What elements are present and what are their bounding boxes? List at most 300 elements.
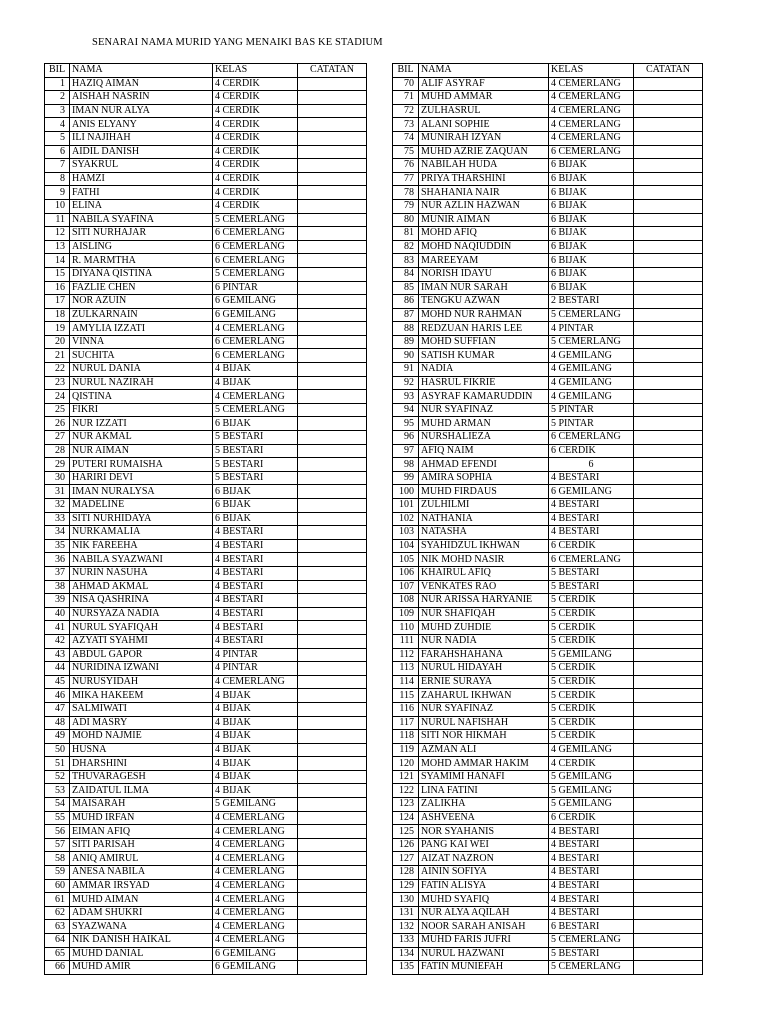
row-kelas: 4 BESTARI [213, 566, 298, 580]
row-nama: NURSHALIEZA [419, 431, 549, 445]
row-nama: SHAHANIA NAIR [419, 186, 549, 200]
row-nama: ASHVEENA [419, 811, 549, 825]
row-catatan [634, 471, 703, 485]
row-kelas: 6 CEMERLANG [549, 553, 634, 567]
row-nama: PUTERI RUMAISHA [70, 458, 213, 472]
row-bil: 34 [45, 526, 70, 540]
row-nama: AIDIL DANISH [70, 145, 213, 159]
row-catatan [298, 431, 367, 445]
row-nama: NIK FAREEHA [70, 539, 213, 553]
table-row [393, 838, 703, 852]
row-catatan [634, 349, 703, 363]
table-row [393, 227, 703, 241]
row-catatan [634, 131, 703, 145]
row-catatan [298, 363, 367, 377]
row-catatan [298, 866, 367, 880]
table-row [45, 376, 367, 390]
row-bil: 64 [45, 934, 70, 948]
row-nama: MUHD SYAFIQ [419, 893, 549, 907]
row-catatan [298, 648, 367, 662]
row-catatan [634, 281, 703, 295]
row-kelas: 5 BESTARI [213, 431, 298, 445]
row-nama: NUR NADIA [419, 634, 549, 648]
row-bil: 83 [393, 254, 419, 268]
row-kelas: 4 CERDIK [213, 77, 298, 91]
row-bil: 127 [393, 852, 419, 866]
table-row [393, 716, 703, 730]
row-bil: 126 [393, 838, 419, 852]
row-bil: 40 [45, 607, 70, 621]
row-catatan [634, 893, 703, 907]
row-nama: SITI NURHIDAYA [70, 512, 213, 526]
row-bil: 88 [393, 322, 419, 336]
row-bil: 82 [393, 240, 419, 254]
row-catatan [634, 634, 703, 648]
table-row [393, 920, 703, 934]
table-row [393, 580, 703, 594]
row-bil: 62 [45, 906, 70, 920]
table-row [393, 131, 703, 145]
row-kelas: 4 GEMILANG [549, 376, 634, 390]
row-catatan [634, 866, 703, 880]
row-catatan [298, 947, 367, 961]
row-kelas: 4 CEMERLANG [213, 879, 298, 893]
table-row [393, 91, 703, 105]
row-nama: SYAMIMI HANAFI [419, 770, 549, 784]
table-row [45, 662, 367, 676]
table-row [393, 825, 703, 839]
table-row [393, 730, 703, 744]
row-kelas: 5 CEMERLANG [549, 961, 634, 975]
row-catatan [634, 77, 703, 91]
row-nama: KHAIRUL AFIQ [419, 566, 549, 580]
table-row [45, 893, 367, 907]
row-nama: VENKATES RAO [419, 580, 549, 594]
row-catatan [634, 757, 703, 771]
row-kelas: 4 BESTARI [549, 499, 634, 513]
row-nama: AIZAT NAZRON [419, 852, 549, 866]
row-bil: 15 [45, 267, 70, 281]
header-catatan: CATATAN [298, 64, 367, 78]
row-bil: 19 [45, 322, 70, 336]
row-catatan [634, 947, 703, 961]
row-kelas: 5 PINTAR [549, 403, 634, 417]
table-row [45, 675, 367, 689]
row-nama: NURUL DANIA [70, 363, 213, 377]
table-row [393, 349, 703, 363]
table-row [45, 594, 367, 608]
row-nama: NURIDINA IZWANI [70, 662, 213, 676]
row-kelas: 6 GEMILANG [549, 485, 634, 499]
row-nama: SUCHITA [70, 349, 213, 363]
row-catatan [634, 689, 703, 703]
row-bil: 4 [45, 118, 70, 132]
row-catatan [634, 702, 703, 716]
row-bil: 107 [393, 580, 419, 594]
table-row [393, 417, 703, 431]
row-catatan [634, 227, 703, 241]
row-bil: 43 [45, 648, 70, 662]
row-nama: IMAN NURALYSA [70, 485, 213, 499]
row-kelas: 6 GEMILANG [213, 961, 298, 975]
row-catatan [634, 934, 703, 948]
table-row [393, 104, 703, 118]
row-nama: ZAHARUL IKHWAN [419, 689, 549, 703]
row-catatan [298, 145, 367, 159]
table-row [45, 403, 367, 417]
row-nama: SATISH KUMAR [419, 349, 549, 363]
row-catatan [634, 920, 703, 934]
row-nama: HAZIQ AIMAN [70, 77, 213, 91]
table-row [393, 961, 703, 975]
row-catatan [634, 390, 703, 404]
row-nama: SITI NOR HIKMAH [419, 730, 549, 744]
row-nama: ZULHASRUL [419, 104, 549, 118]
row-catatan [298, 172, 367, 186]
row-bil: 53 [45, 784, 70, 798]
row-nama: FATIN ALISYA [419, 879, 549, 893]
table-row [45, 458, 367, 472]
header-bil: BIL [45, 64, 70, 78]
row-bil: 111 [393, 634, 419, 648]
row-bil: 78 [393, 186, 419, 200]
row-kelas: 5 CERDIK [549, 634, 634, 648]
table-row [45, 240, 367, 254]
row-nama: VINNA [70, 335, 213, 349]
row-bil: 80 [393, 213, 419, 227]
row-bil: 72 [393, 104, 419, 118]
row-bil: 48 [45, 716, 70, 730]
row-kelas: 6 GEMILANG [213, 947, 298, 961]
row-kelas: 4 BIJAK [213, 730, 298, 744]
row-catatan [298, 689, 367, 703]
row-nama: MUHD AZRIE ZAQUAN [419, 145, 549, 159]
table-row [45, 716, 367, 730]
row-kelas: 4 GEMILANG [549, 363, 634, 377]
row-kelas: 4 CEMERLANG [213, 852, 298, 866]
row-bil: 63 [45, 920, 70, 934]
row-catatan [634, 376, 703, 390]
row-kelas: 4 BESTARI [549, 526, 634, 540]
table-row [45, 757, 367, 771]
row-bil: 25 [45, 403, 70, 417]
row-catatan [298, 607, 367, 621]
row-kelas: 4 CEMERLANG [213, 390, 298, 404]
row-nama: SYAZWANA [70, 920, 213, 934]
row-catatan [298, 838, 367, 852]
table-row [393, 689, 703, 703]
row-nama: NOOR SARAH ANISAH [419, 920, 549, 934]
row-nama: ZULHILMI [419, 499, 549, 513]
row-nama: PANG KAI WEI [419, 838, 549, 852]
row-bil: 35 [45, 539, 70, 553]
row-kelas: 5 CERDIK [549, 594, 634, 608]
table-row [45, 580, 367, 594]
row-nama: NURSYAZA NADIA [70, 607, 213, 621]
table-row [45, 648, 367, 662]
row-kelas: 5 GEMILANG [549, 784, 634, 798]
row-catatan [298, 281, 367, 295]
row-nama: ERNIE SURAYA [419, 675, 549, 689]
table-row [45, 213, 367, 227]
row-nama: HAMZI [70, 172, 213, 186]
table-row [45, 417, 367, 431]
row-catatan [634, 295, 703, 309]
table-row [393, 906, 703, 920]
table-row [393, 879, 703, 893]
table-row [45, 866, 367, 880]
row-catatan [298, 662, 367, 676]
table-row [45, 934, 367, 948]
row-bil: 61 [45, 893, 70, 907]
row-bil: 114 [393, 675, 419, 689]
row-kelas: 4 GEMILANG [549, 390, 634, 404]
row-catatan [634, 431, 703, 445]
row-bil: 132 [393, 920, 419, 934]
table-row [393, 485, 703, 499]
row-bil: 54 [45, 798, 70, 812]
row-nama: MUHD DANIAL [70, 947, 213, 961]
row-nama: MOHD AFIQ [419, 227, 549, 241]
table-row [393, 77, 703, 91]
table-row [45, 852, 367, 866]
table-row [393, 702, 703, 716]
row-nama: MUNIRAH IZYAN [419, 131, 549, 145]
table-row [393, 145, 703, 159]
row-bil: 10 [45, 199, 70, 213]
row-nama: AFIQ NAIM [419, 444, 549, 458]
row-catatan [634, 553, 703, 567]
row-nama: PRIYA THARSHINI [419, 172, 549, 186]
row-nama: AMIRA SOPHIA [419, 471, 549, 485]
row-kelas: 4 BESTARI [549, 879, 634, 893]
row-bil: 94 [393, 403, 419, 417]
row-kelas: 6 BIJAK [549, 240, 634, 254]
row-catatan [298, 390, 367, 404]
table-row [45, 730, 367, 744]
row-kelas: 4 BESTARI [549, 866, 634, 880]
table-row [45, 444, 367, 458]
table-row [45, 390, 367, 404]
row-kelas: 5 CERDIK [549, 621, 634, 635]
row-nama: NUR SYAFINAZ [419, 702, 549, 716]
row-catatan [634, 784, 703, 798]
table-row [393, 471, 703, 485]
table-row [393, 213, 703, 227]
row-nama: NUR AIMAN [70, 444, 213, 458]
table-row [393, 770, 703, 784]
row-catatan [634, 485, 703, 499]
row-kelas: 5 CERDIK [549, 716, 634, 730]
row-catatan [298, 499, 367, 513]
row-bil: 22 [45, 363, 70, 377]
row-nama: MUHD IRFAN [70, 811, 213, 825]
row-bil: 12 [45, 227, 70, 241]
row-catatan [634, 172, 703, 186]
row-nama: SYAHIDZUL IKHWAN [419, 539, 549, 553]
row-catatan [298, 920, 367, 934]
table-row [45, 947, 367, 961]
row-bil: 57 [45, 838, 70, 852]
document-title: SENARAI NAMA MURID YANG MENAIKI BAS KE STADIUM [92, 37, 383, 48]
table-row [45, 499, 367, 513]
row-nama: SITI PARISAH [70, 838, 213, 852]
table-row [393, 553, 703, 567]
row-nama: NURUL NAFISHAH [419, 716, 549, 730]
row-bil: 104 [393, 539, 419, 553]
row-nama: MUHD AMIR [70, 961, 213, 975]
row-nama: NISA QASHRINA [70, 594, 213, 608]
row-catatan [634, 363, 703, 377]
table-row [45, 172, 367, 186]
row-bil: 109 [393, 607, 419, 621]
row-kelas: 4 BIJAK [213, 689, 298, 703]
table-row [45, 77, 367, 91]
row-catatan [298, 376, 367, 390]
row-catatan [634, 512, 703, 526]
row-nama: MOHD NAQIUDDIN [419, 240, 549, 254]
table-row [45, 471, 367, 485]
table-row [393, 539, 703, 553]
row-nama: ZULKARNAIN [70, 308, 213, 322]
table-row [45, 770, 367, 784]
row-catatan [298, 757, 367, 771]
row-bil: 73 [393, 118, 419, 132]
row-nama: MIKA HAKEEM [70, 689, 213, 703]
row-catatan [298, 199, 367, 213]
table-row [393, 648, 703, 662]
row-kelas: 4 CERDIK [213, 199, 298, 213]
table-row [45, 512, 367, 526]
row-bil: 49 [45, 730, 70, 744]
row-bil: 92 [393, 376, 419, 390]
row-kelas: 4 BIJAK [213, 743, 298, 757]
row-bil: 85 [393, 281, 419, 295]
table-row [45, 811, 367, 825]
row-nama: MUHD FIRDAUS [419, 485, 549, 499]
row-nama: EIMAN AFIQ [70, 825, 213, 839]
row-kelas: 5 GEMILANG [213, 798, 298, 812]
row-kelas: 4 BESTARI [213, 580, 298, 594]
row-catatan [634, 444, 703, 458]
row-nama: MOHD NUR RAHMAN [419, 308, 549, 322]
table-row [393, 675, 703, 689]
row-catatan [634, 308, 703, 322]
table-row [45, 634, 367, 648]
row-nama: DIYANA QISTINA [70, 267, 213, 281]
row-bil: 31 [45, 485, 70, 499]
row-catatan [298, 893, 367, 907]
row-catatan [634, 621, 703, 635]
table-row [45, 335, 367, 349]
table-row [393, 662, 703, 676]
row-catatan [298, 254, 367, 268]
row-kelas: 6 BIJAK [213, 417, 298, 431]
row-kelas: 4 CERDIK [213, 104, 298, 118]
row-catatan [298, 485, 367, 499]
row-kelas: 5 GEMILANG [549, 770, 634, 784]
row-bil: 117 [393, 716, 419, 730]
header-catatan: CATATAN [634, 64, 703, 78]
row-catatan [298, 444, 367, 458]
header-nama: NAMA [419, 64, 549, 78]
row-catatan [634, 499, 703, 513]
table-row [393, 607, 703, 621]
row-nama: NABILA SYAFINA [70, 213, 213, 227]
table-row [45, 702, 367, 716]
row-catatan [298, 213, 367, 227]
row-nama: NIK MOHD NASIR [419, 553, 549, 567]
row-catatan [298, 798, 367, 812]
table-row [393, 784, 703, 798]
row-bil: 52 [45, 770, 70, 784]
row-catatan [298, 512, 367, 526]
row-nama: ZALIKHA [419, 798, 549, 812]
row-nama: REDZUAN HARIS LEE [419, 322, 549, 336]
table-row [393, 254, 703, 268]
row-catatan [634, 838, 703, 852]
row-nama: MOHD NAJMIE [70, 730, 213, 744]
table-row [45, 689, 367, 703]
row-bil: 91 [393, 363, 419, 377]
row-kelas: 4 CERDIK [213, 145, 298, 159]
row-bil: 75 [393, 145, 419, 159]
table-row [45, 566, 367, 580]
row-kelas: 6 BESTARI [549, 920, 634, 934]
table-row [393, 499, 703, 513]
row-nama: FIKRI [70, 403, 213, 417]
row-bil: 16 [45, 281, 70, 295]
row-bil: 131 [393, 906, 419, 920]
row-kelas: 5 BESTARI [549, 566, 634, 580]
row-nama: NUR SHAFIQAH [419, 607, 549, 621]
row-bil: 8 [45, 172, 70, 186]
table-row [45, 825, 367, 839]
row-kelas: 4 CEMERLANG [213, 825, 298, 839]
table-row [393, 281, 703, 295]
row-catatan [298, 825, 367, 839]
row-kelas: 4 BESTARI [549, 893, 634, 907]
row-bil: 41 [45, 621, 70, 635]
row-nama: NURUSYIDAH [70, 675, 213, 689]
row-bil: 37 [45, 566, 70, 580]
table-row [393, 363, 703, 377]
row-bil: 97 [393, 444, 419, 458]
row-catatan [634, 539, 703, 553]
row-bil: 121 [393, 770, 419, 784]
row-kelas: 4 BESTARI [213, 621, 298, 635]
row-kelas: 4 CERDIK [213, 172, 298, 186]
row-nama: ANIQ AMIRUL [70, 852, 213, 866]
row-bil: 108 [393, 594, 419, 608]
row-bil: 120 [393, 757, 419, 771]
row-nama: TENGKU AZWAN [419, 295, 549, 309]
row-bil: 130 [393, 893, 419, 907]
row-nama: NABILAH HUDA [419, 159, 549, 173]
row-kelas: 4 BIJAK [213, 376, 298, 390]
table-row [393, 390, 703, 404]
row-nama: NURUL SYAFIQAH [70, 621, 213, 635]
row-bil: 81 [393, 227, 419, 241]
row-catatan [298, 675, 367, 689]
row-kelas: 4 BESTARI [213, 607, 298, 621]
table-row [393, 376, 703, 390]
row-nama: SYAKRUL [70, 159, 213, 173]
row-nama: ANESA NABILA [70, 866, 213, 880]
row-kelas: 6 BIJAK [213, 512, 298, 526]
row-bil: 36 [45, 553, 70, 567]
row-catatan [298, 240, 367, 254]
